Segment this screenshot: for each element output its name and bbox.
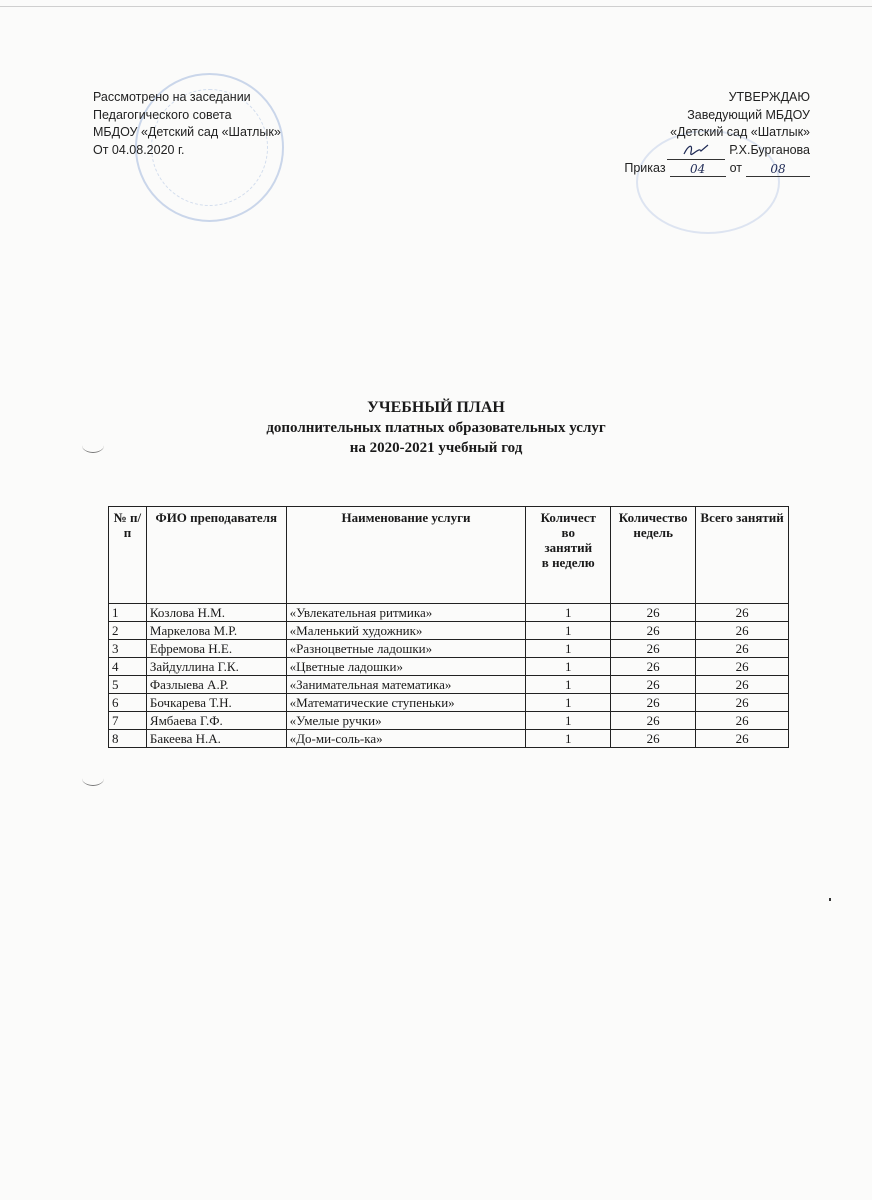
header-weeks: Количество недель <box>611 507 696 604</box>
table-row <box>109 604 789 622</box>
order-label: Приказ <box>624 160 666 175</box>
cell-total: 26 <box>696 694 789 712</box>
review-date: От 04.08.2020 г. <box>93 142 185 157</box>
punch-hole-mark <box>82 438 104 453</box>
table-row <box>109 622 789 640</box>
cell-weeks: 26 <box>611 712 696 730</box>
cell-total: 26 <box>696 712 789 730</box>
cell-per-week: 1 <box>526 640 611 658</box>
cell-num: 1 <box>109 604 147 622</box>
cell-num: 4 <box>109 658 147 676</box>
cell-weeks: 26 <box>611 694 696 712</box>
cell-per-week: 1 <box>526 658 611 676</box>
title-line-2: дополнительных платных образовательных услуг <box>266 420 606 436</box>
scan-speck <box>829 898 831 901</box>
cell-teacher: Ефремова Н.Е. <box>146 640 286 658</box>
cell-teacher: Зайдуллина Г.К. <box>146 658 286 676</box>
cell-total: 26 <box>696 730 789 748</box>
cell-service: «До-ми-соль-ка» <box>286 730 526 748</box>
header-service: Наименование услуги <box>286 507 526 604</box>
cell-per-week: 1 <box>526 730 611 748</box>
cell-weeks: 26 <box>611 676 696 694</box>
cell-num: 3 <box>109 640 147 658</box>
cell-teacher: Бакеева Н.А. <box>146 730 286 748</box>
cell-weeks: 26 <box>611 604 696 622</box>
cell-weeks: 26 <box>611 622 696 640</box>
approval-line-1: УТВЕРЖДАЮ <box>728 90 810 104</box>
cell-weeks: 26 <box>611 640 696 658</box>
curriculum-table <box>108 506 789 748</box>
cell-weeks: 26 <box>611 658 696 676</box>
cell-service: «Математические ступеньки» <box>286 694 526 712</box>
review-line-1: Рассмотрено на заседании <box>93 90 251 104</box>
review-line-3: МБДОУ «Детский сад «Шатлык» <box>93 125 281 139</box>
cell-total: 26 <box>696 676 789 694</box>
cell-per-week: 1 <box>526 604 611 622</box>
cell-num: 6 <box>109 694 147 712</box>
cell-per-week: 1 <box>526 676 611 694</box>
header-per-week-line-1: Количест <box>540 510 596 525</box>
cell-num: 8 <box>109 730 147 748</box>
cell-total: 26 <box>696 658 789 676</box>
approval-line-3: «Детский сад «Шатлык» <box>670 125 810 139</box>
order-number: 04 <box>670 162 726 177</box>
cell-total: 26 <box>696 604 789 622</box>
signature-line <box>667 142 725 160</box>
title-line-3: на 2020-2021 учебный год <box>349 440 523 456</box>
punch-hole-mark <box>82 771 104 786</box>
handwritten-signature <box>681 142 711 156</box>
order-row <box>570 160 810 178</box>
order-date: 08 <box>746 162 810 177</box>
table-row <box>109 676 789 694</box>
header-num: № п/п <box>109 507 147 604</box>
table-row <box>109 712 789 730</box>
order-from-label: от <box>729 160 742 175</box>
cell-teacher: Фазлыева А.Р. <box>146 676 286 694</box>
table-row <box>109 658 789 676</box>
cell-num: 5 <box>109 676 147 694</box>
cell-teacher: Козлова Н.М. <box>146 604 286 622</box>
signature-row <box>570 142 810 160</box>
table-header-row <box>109 507 789 604</box>
cell-weeks: 26 <box>611 730 696 748</box>
approval-block <box>570 89 810 177</box>
table-row <box>109 730 789 748</box>
header-per-week <box>526 507 611 604</box>
header-total: Всего занятий <box>696 507 789 604</box>
cell-total: 26 <box>696 622 789 640</box>
cell-service: «Увлекательная ритмика» <box>286 604 526 622</box>
cell-per-week: 1 <box>526 622 611 640</box>
cell-teacher: Ямбаева Г.Ф. <box>146 712 286 730</box>
signer-name: Р.Х.Бурганова <box>729 143 810 157</box>
scan-edge-line <box>0 6 872 7</box>
cell-per-week: 1 <box>526 694 611 712</box>
cell-teacher: Бочкарева Т.Н. <box>146 694 286 712</box>
cell-service: «Умелые ручки» <box>286 712 526 730</box>
header-per-week-line-3: занятий <box>544 540 593 555</box>
cell-total: 26 <box>696 640 789 658</box>
cell-num: 7 <box>109 712 147 730</box>
cell-num: 2 <box>109 622 147 640</box>
review-block <box>93 89 353 159</box>
title-line-1: УЧЕБНЫЙ ПЛАН <box>367 399 505 416</box>
table-row <box>109 694 789 712</box>
approval-line-2: Заведующий МБДОУ <box>687 107 810 122</box>
header-teacher: ФИО преподавателя <box>146 507 286 604</box>
header-per-week-line-2: во <box>561 525 575 540</box>
cell-service: «Маленький художник» <box>286 622 526 640</box>
cell-per-week: 1 <box>526 712 611 730</box>
cell-service: «Разноцветные ладошки» <box>286 640 526 658</box>
table-row <box>109 640 789 658</box>
review-line-2: Педагогического совета <box>93 107 232 122</box>
cell-service: «Цветные ладошки» <box>286 658 526 676</box>
cell-service: «Занимательная математика» <box>286 676 526 694</box>
cell-teacher: Маркелова М.Р. <box>146 622 286 640</box>
header-per-week-line-4: в неделю <box>541 555 595 570</box>
document-title <box>0 398 872 458</box>
